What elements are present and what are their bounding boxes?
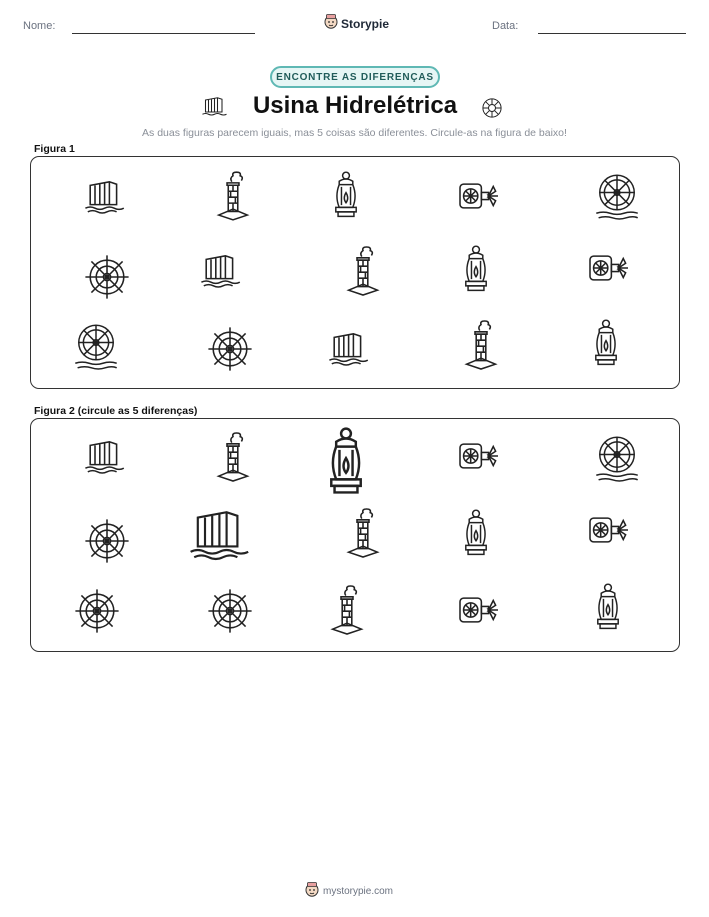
chimney-icon[interactable] <box>215 431 251 488</box>
generator-icon[interactable] <box>455 437 503 480</box>
footer <box>305 881 393 902</box>
chimney-icon <box>215 171 251 226</box>
turbine-wheel-icon <box>83 253 131 306</box>
lantern-icon[interactable] <box>321 427 371 504</box>
lantern-icon[interactable] <box>459 509 493 564</box>
chimney-icon[interactable] <box>329 583 365 642</box>
brand-logo <box>324 13 389 34</box>
turbine-wheel-icon[interactable] <box>83 517 131 570</box>
generator-icon[interactable] <box>455 591 503 634</box>
figure2-label: Figura 2 (circule as 5 diferenças) <box>34 405 198 417</box>
generator-icon[interactable] <box>585 511 633 554</box>
dam-icon <box>83 175 131 220</box>
lantern-icon <box>459 245 493 300</box>
name-label: Nome: <box>23 20 56 32</box>
date-line[interactable] <box>538 33 686 34</box>
figure1-panel[interactable] <box>30 156 680 389</box>
chimney-icon <box>345 245 381 302</box>
title-turbine-wheel-icon <box>478 94 506 127</box>
lantern-icon <box>329 171 363 226</box>
dam-icon[interactable] <box>83 435 131 480</box>
turbine-wheel-icon[interactable] <box>206 587 254 640</box>
chimney-icon[interactable] <box>345 507 381 564</box>
generator-icon <box>585 249 633 292</box>
generator-icon <box>455 177 503 220</box>
footer-link[interactable]: mystorypie.com <box>323 886 394 897</box>
lantern-icon <box>589 319 623 374</box>
storypie-mascot-icon <box>305 881 319 902</box>
dam-icon <box>199 249 247 294</box>
water-wheel-icon <box>594 171 640 226</box>
chimney-icon <box>463 319 499 376</box>
turbine-wheel-icon <box>206 325 254 378</box>
dam-icon[interactable] <box>187 503 259 566</box>
dam-icon <box>327 327 375 372</box>
activity-badge: ENCONTRE AS DIFERENÇAS <box>270 66 440 88</box>
date-label: Data: <box>492 20 519 32</box>
name-line[interactable] <box>72 33 255 34</box>
figure2-panel[interactable] <box>30 418 680 652</box>
brand-name: Storypie <box>341 16 390 31</box>
title-dam-icon <box>201 94 231 123</box>
instructions: As duas figuras parecem iguais, mas 5 coisas são diferentes. Circule-as na figura de baixo! <box>142 127 567 139</box>
page-title: Usina Hidrelétrica <box>252 92 458 119</box>
lantern-icon[interactable] <box>591 583 625 638</box>
figure1-label: Figura 1 <box>34 143 75 155</box>
water-wheel-icon[interactable] <box>594 433 640 488</box>
water-wheel-icon <box>73 321 119 376</box>
turbine-wheel-icon[interactable] <box>73 587 121 640</box>
storypie-mascot-icon <box>324 13 338 34</box>
